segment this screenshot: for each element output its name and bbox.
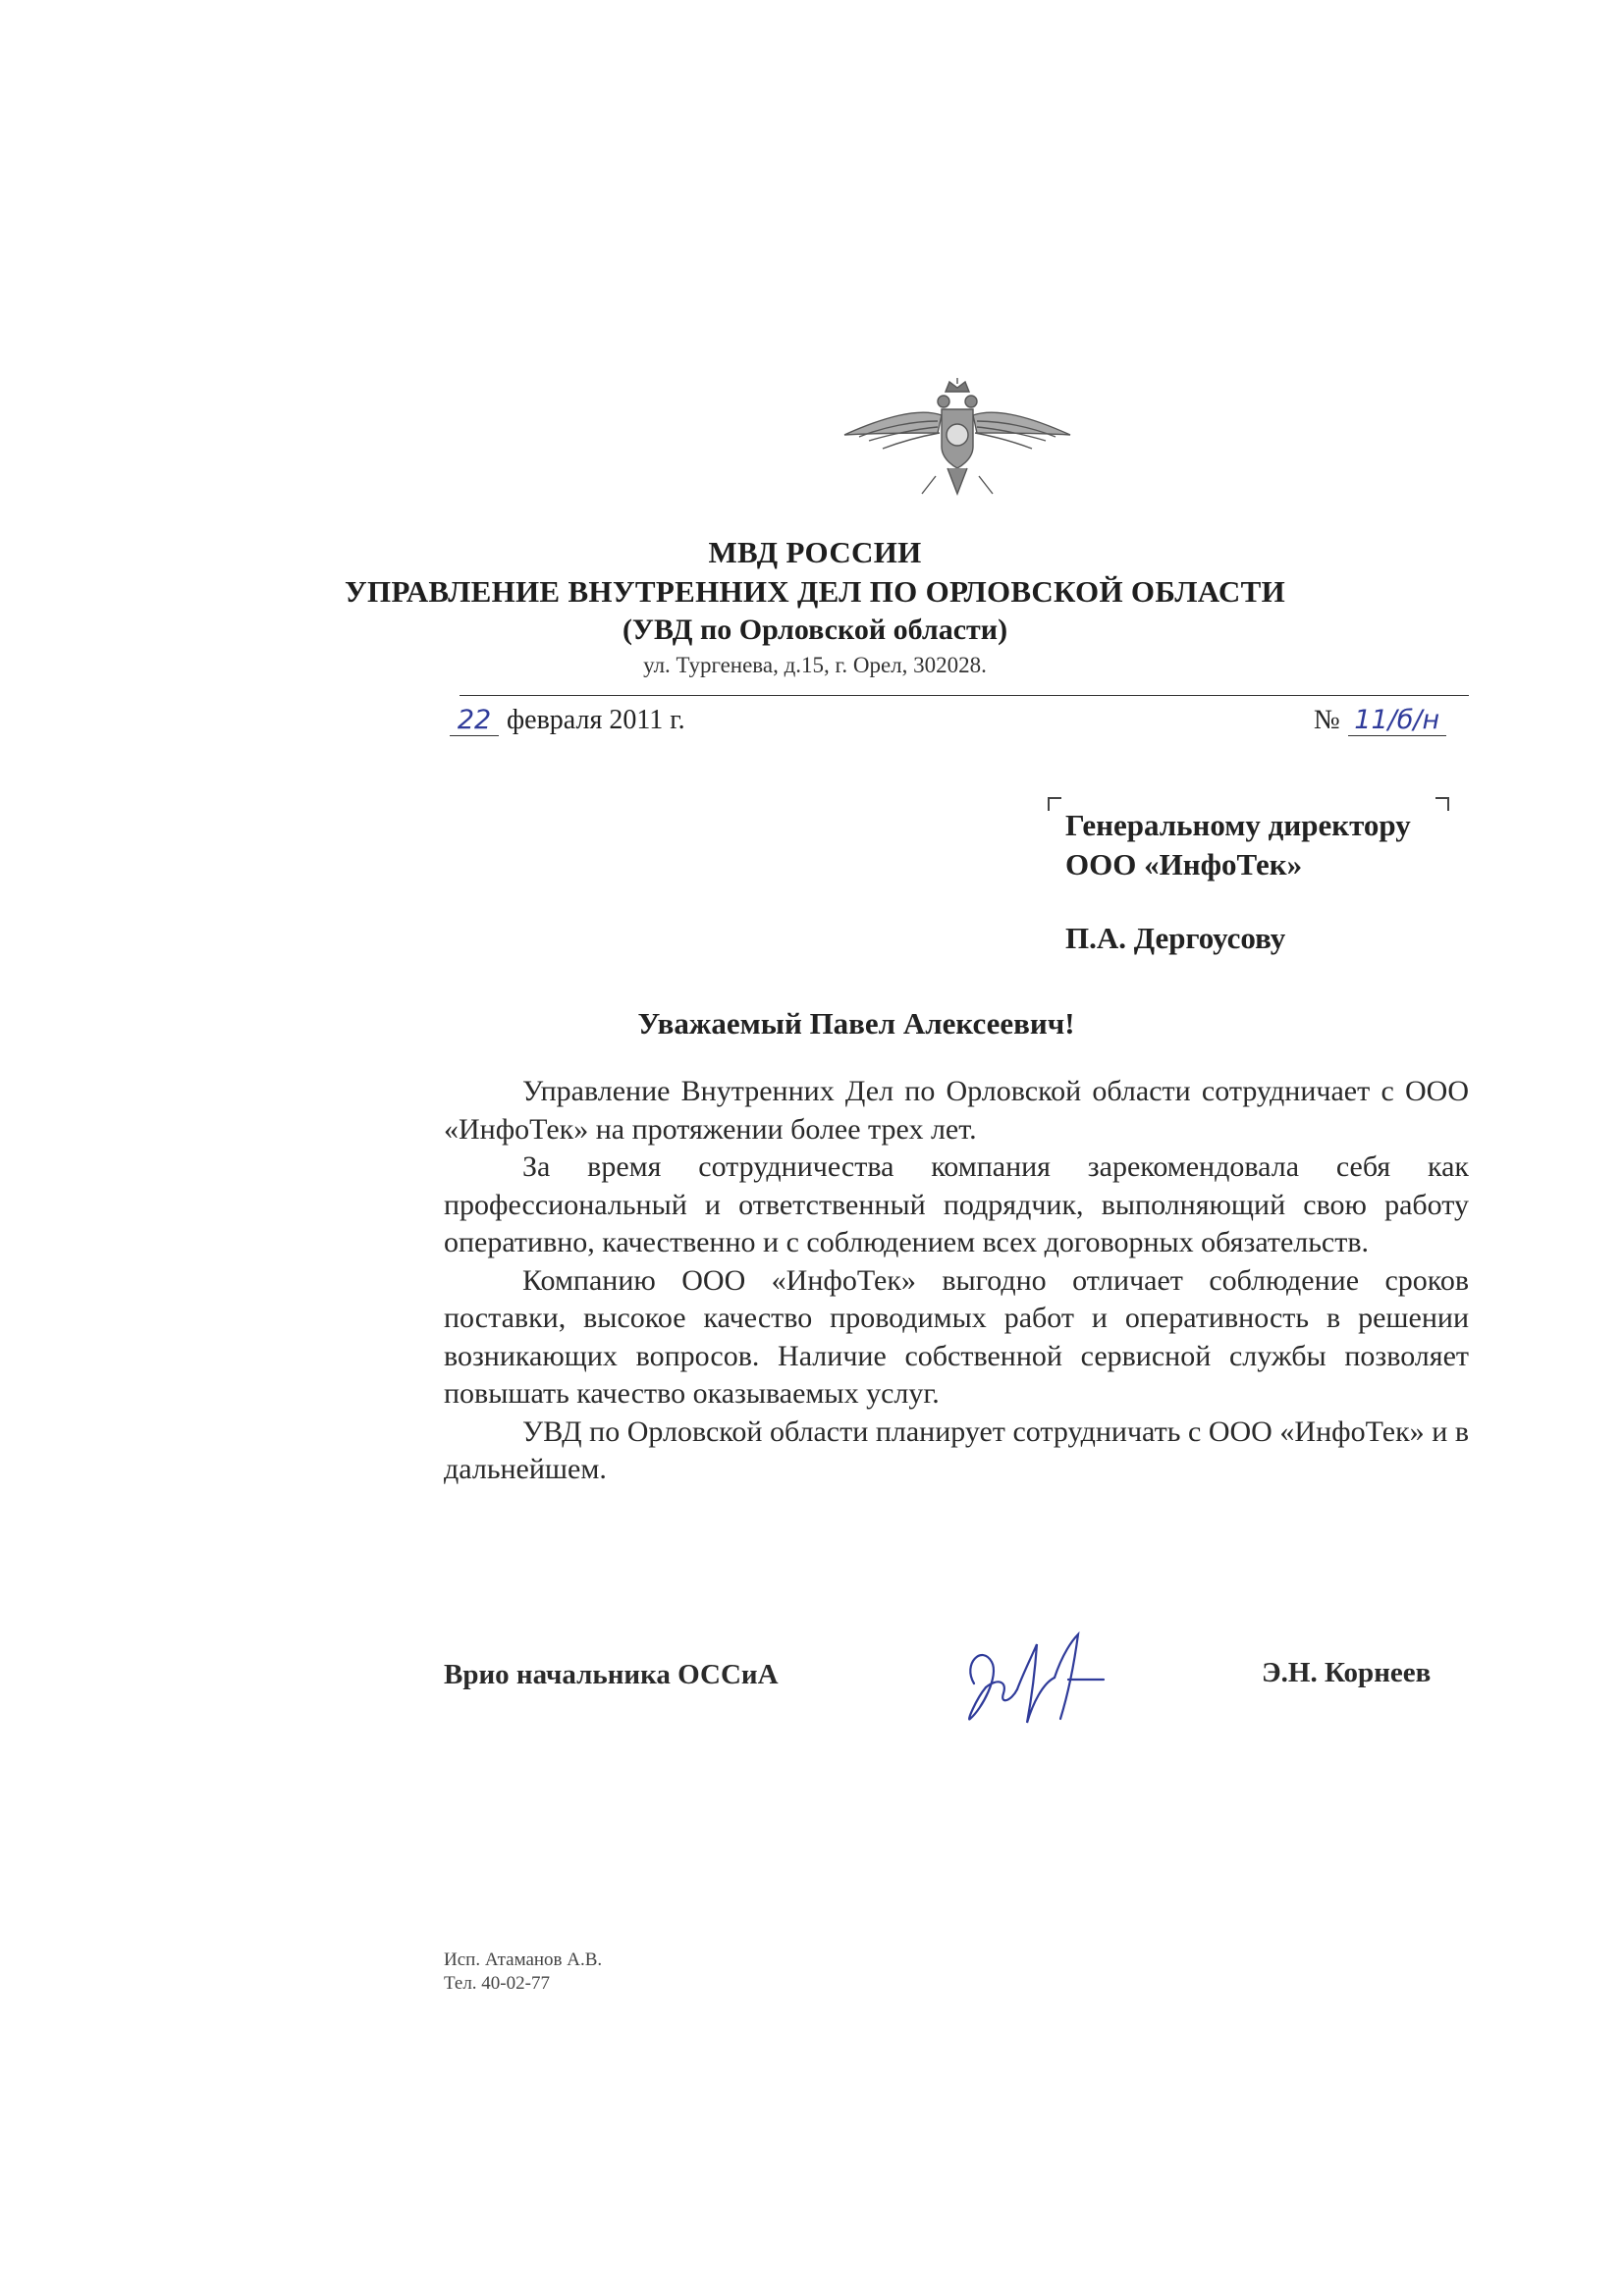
address-corner-mark-left bbox=[1048, 797, 1061, 811]
number-label: № bbox=[1314, 705, 1340, 735]
address-corner-mark-right bbox=[1435, 797, 1449, 811]
double-headed-eagle-emblem-icon bbox=[839, 378, 1075, 506]
recipient-company: ООО «ИнфоТек» bbox=[1065, 847, 1303, 881]
executor-info bbox=[444, 1949, 602, 1996]
department-address: ул. Тургенева, д.15, г. Орел, 302028. bbox=[643, 653, 987, 677]
ministry-heading: МВД РОССИИ bbox=[708, 535, 922, 569]
body-paragraph: За время сотрудничества компания зарекомендовала себя как профессиональный и ответственный подрядчик, выполняющий свою работу оперативно, качественно и с соблюдением всех договорных обязательств. bbox=[444, 1150, 1469, 1258]
signatory-title: Врио начальника ОССиА bbox=[444, 1659, 779, 1690]
letter-date bbox=[450, 705, 685, 736]
date-day-handwritten: 22 bbox=[450, 705, 499, 736]
body-paragraph: Управление Внутренних Дел по Орловской области сотрудничает с ООО «ИнфоТек» на протяжении более трех лет. bbox=[444, 1075, 1469, 1146]
executor-phone: Тел. 40-02-77 bbox=[444, 1973, 550, 1994]
recipient-name: П.А. Дергоусову bbox=[1065, 921, 1286, 955]
date-month-year: февраля 2011 г. bbox=[507, 705, 685, 735]
department-heading: УПРАВЛЕНИЕ ВНУТРЕННИХ ДЕЛ ПО ОРЛОВСКОЙ ОБЛАСТИ bbox=[345, 574, 1285, 609]
executor-name: Исп. Атаманов А.В. bbox=[444, 1949, 603, 1970]
letterhead-divider bbox=[460, 695, 1469, 696]
body-paragraph: УВД по Орловской области планирует сотрудничать с ООО «ИнфоТек» и в дальнейшем. bbox=[444, 1415, 1469, 1485]
letter-number bbox=[1314, 705, 1446, 736]
number-value-handwritten: 11/б/н bbox=[1348, 705, 1446, 736]
letter-body bbox=[444, 1073, 1469, 1489]
recipient-position: Генеральному директору bbox=[1065, 808, 1411, 842]
handwritten-signature bbox=[952, 1625, 1129, 1733]
department-short-name: (УВД по Орловской области) bbox=[622, 614, 1008, 646]
signatory-name: Э.Н. Корнеев bbox=[1262, 1657, 1432, 1688]
salutation: Уважаемый Павел Алексеевич! bbox=[637, 1006, 1075, 1041]
body-paragraph: Компанию ООО «ИнфоТек» выгодно отличает соблюдение сроков поставки, высокое качество проводимых работ и оперативность в решении возникающих вопросов. Наличие собственной сервисной службы позволяет повышать качество оказываемых услуг. bbox=[444, 1263, 1469, 1410]
